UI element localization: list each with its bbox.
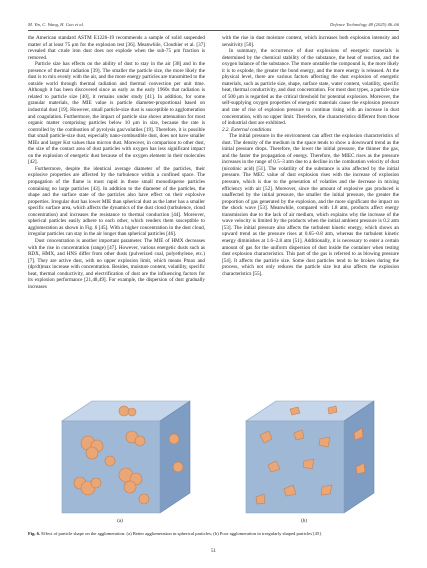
section-heading: 2.2. External conditions bbox=[222, 126, 272, 133]
cube-irregular-particles-image bbox=[224, 395, 386, 517]
subfigure-label-a: (a) bbox=[117, 519, 123, 524]
header-rule bbox=[28, 30, 399, 31]
paragraph: Particle size has effects on the ability of dust to stay in the air [38] and in the presence of thermal radiation [39]. The smaller the particle size, the more likely the dust is to mix evenly with the air, and the more energy particles are transmitted to the outside world through thermal radiation and thermal convection per unit time. Although it has been discovered since as early as the early 1960s that radiation is related to particle size [40], it remains under study [41]. In addition, for some granular materials, the MIE value is particle diameter-proportional based on industrial dust [19]. However, small particle-size dust is susceptible to agglomeration and coagulation. Furthermore, the impact of particle size shows attenuation for most organic matter comprising particles below 10 μm in size, because the rate is controlled by the combustion of pyrolysis gas/volatiles [19]. Therefore, it is possible that small particle-size dust, especially nano-combustible dust, does not have smaller MIEs and larger Kst values than micron dust. Moreover, in comparison to other dust, the size of the contact area of dust particles with oxygen has less significant impact on the explosion of energetic dust because of the oxygen element in their molecules [42]. bbox=[28, 61, 205, 166]
subfigure-label-b: (b) bbox=[301, 519, 307, 524]
running-header-journal: Defence Technology 48 (2025) 46–66 bbox=[330, 22, 399, 27]
paragraph: Dust concentration is another important parameter. The MIE of HMX decreases with the rise in concentration (range) [47]. However, various energetic dusts such as RDX, HMX, and HNS differ from other dusts (pulverized coal, polyethylene, etc.) [7]. They are active dust, with no upper explosion limit, which means Pmax and (dp/dt)max increase with concentration. Besides, moisture content, volatility, specific heat, thermal conductivity, and electrification of dust are the influencing factors for its explosion performance [21,48,49]. For example, the dispersion of dust gradually increases bbox=[28, 237, 205, 290]
paragraph: In summary, the occurrence of dust explosions of energetic materials is determined by the chemical stability of the substance, the heat of reaction, and the oxygen balance of the substance. The more unstable the compound is, the more likely it is to explode, the greater the bond energy, and the more energy is released. At the physical level, there are various factors affecting the dust explosion of energetic materials, such as particle size, shape, surface state, water content, volatility, specific heat, thermal conductivity, and dust concentration. For most dust types, a particle size of 500 μm is regarded as the critical threshold for potential explosion. Moreover, the self-supplying oxygen properties of energetic materials cause the explosion pressure and rate of rise of explosion pressure to continue rising with an increase in dust concentration, with no upper limit. Therefore, the characteristics different from those of industrial dust are exhibited. bbox=[222, 48, 399, 127]
running-header-authors: M. Yin, C. Wang, H. Guo et al. bbox=[28, 22, 85, 27]
page-number: 51 bbox=[211, 549, 216, 554]
figure-caption bbox=[28, 531, 399, 537]
paragraph: The initial pressure in the environment can affect the explosion characteristics of dust. The density of the medium in the space tends to show a downward trend as the initial pressure drops. Therefore, the lower the initial pressure, the thinner the gas, and the faster the propagation of energy. Therefore, the MIEC rises as the pressure increases in the range of 0.5–3 atm due to a decline in the combustion velocity of dust (nicotinic acid) [51]. The volatility of the substance is also affected by the initial pressure. The MEC value of dust explosion rises with the increase of explosion pressure, which is due to the generation of volatiles and the decrease in mixing efficiency with air [52]. Moreover, since the amount of explosive gas produced is unaffected by the initial pressure, the smaller the initial pressure, the greater the proportion of gas generated by the explosion, and the more significant the impact on the shock wave [53]. Meanwhile, compared with 1.8 atm, products affect energy transmission due to the lack of air medium, which explains why the increase of the wave velocity is limited by the products when the initial ambient pressure is 0.2 atm [53]. The initial pressure also affects the turbulent kinetic energy, which shows an upward trend as the pressure rises at 0.65–0.8 atm, whereas the turbulent kinetic energy diminishes at 1.6–2.8 atm [51]. Additionally, it is necessary to enter a certain amount of gas for the uniform dispersion of dust inside the container when testing dust explosion characteristics. This part of the gas is referred to as blowing pressure [54]. It affects the particle size. Some dust particles tend to be broken during the process, which not only reduces the particle size but also affects the explosion characteristics [55]. bbox=[222, 133, 399, 277]
caption-label: Fig. 6. bbox=[28, 531, 41, 536]
cube-spherical-particles-image bbox=[40, 395, 202, 517]
right-column bbox=[222, 35, 399, 277]
figure-6 bbox=[40, 395, 388, 527]
left-column bbox=[28, 35, 205, 290]
paragraph: with the rise in dust moisture content, which increases both explosion intensity and sensitivity [50]. bbox=[222, 35, 399, 48]
paragraph: the American standard ASTM E1226-19 recommends a sample of solid suspended matter of at least 75 μm for the explosion test [36]. Meanwhile, Clouthier et al. [37] revealed that crude iron dust does not explode when the sub-75 μm fraction is removed. bbox=[28, 35, 205, 61]
caption-text: Effect of particle shape on the agglomeration: (a) Better agglomeration in spherical particles; (b) Poor agglomeration in irregularly shaped particles [45]. bbox=[41, 531, 322, 536]
paragraph: Furthermore, despite the identical average diameter of the particles, their explosive properties are affected by the turbulence within a confined space. The propagation of the flame is most rapid in those small monodisperse particles containing no large particles [43]. In addition to the diameter of the particles, the shape and the surface state of the particles also have effect on their explosive properties. Irregular dust has lower MIE than spherical dust as the latter has a smaller specific surface area, which affects the dynamics of the dust cloud (turbulence, cloud concentration) and increases the resistance to thermal conduction [44]. Moreover, spherical particles easily adhere to each other, which renders them susceptible to agglomeration as shown in Fig. 6 [45]. With a higher concentration in the dust cloud, irregular particles can stay in the air longer than spherical particles [46]. bbox=[28, 165, 205, 238]
